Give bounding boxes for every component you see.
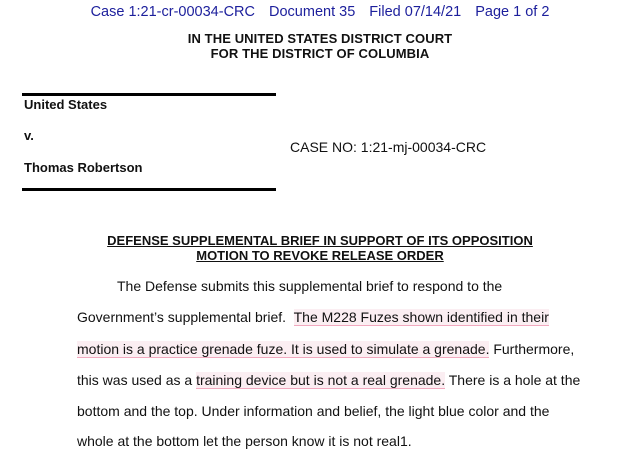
versus-label: v. (24, 128, 34, 143)
body-text: Furthermore, (489, 341, 575, 357)
highlight-annotation[interactable]: training device but is not a real grenade. (196, 372, 446, 388)
body-line-3 (77, 341, 574, 357)
caption-rule-top (22, 93, 276, 96)
court-name-line1: IN THE UNITED STATES DISTRICT COURT (187, 31, 453, 46)
document-title-line2: MOTION TO REVOKE RELEASE ORDER (196, 248, 444, 263)
highlight-annotation[interactable]: motion is a practice grenade fuze. It is used to simulate a grenade. (77, 341, 490, 357)
court-name-line2: FOR THE DISTRICT OF COLUMBIA (210, 46, 430, 61)
body-line-6: whole at the bottom let the person know it is not real1. (77, 433, 412, 449)
document-title-line1: DEFENSE SUPPLEMENTAL BRIEF IN SUPPORT OF ITS OPPOSITION (107, 233, 533, 248)
defendant-name: Thomas Robertson (24, 160, 143, 175)
body-line-4 (77, 372, 580, 388)
body-text: There is a hole at the (445, 372, 581, 388)
body-text: Government’s supplemental brief. (77, 309, 294, 325)
highlight-annotation[interactable]: The M228 Fuzes shown identified in their (293, 309, 549, 325)
filed-date-stamp: Filed 07/14/21 (369, 4, 462, 20)
body-line-2 (77, 309, 549, 325)
body-text: this was used as a (77, 372, 197, 388)
plaintiff-name: United States (24, 97, 108, 112)
body-line-5: bottom and the top. Under information and belief, the light blue color and the (77, 403, 550, 419)
case-number: CASE NO: 1:21-mj-00034-CRC (290, 139, 487, 155)
page-number-stamp: Page 1 of 2 (475, 4, 550, 20)
document-number-stamp: Document 35 (269, 4, 356, 20)
case-number-stamp: Case 1:21-cr-00034-CRC (90, 4, 255, 20)
body-line-1: The Defense submits this supplemental brief to respond to the (117, 278, 503, 294)
caption-rule-bottom (22, 188, 276, 191)
ecf-header-stamp (0, 4, 640, 20)
